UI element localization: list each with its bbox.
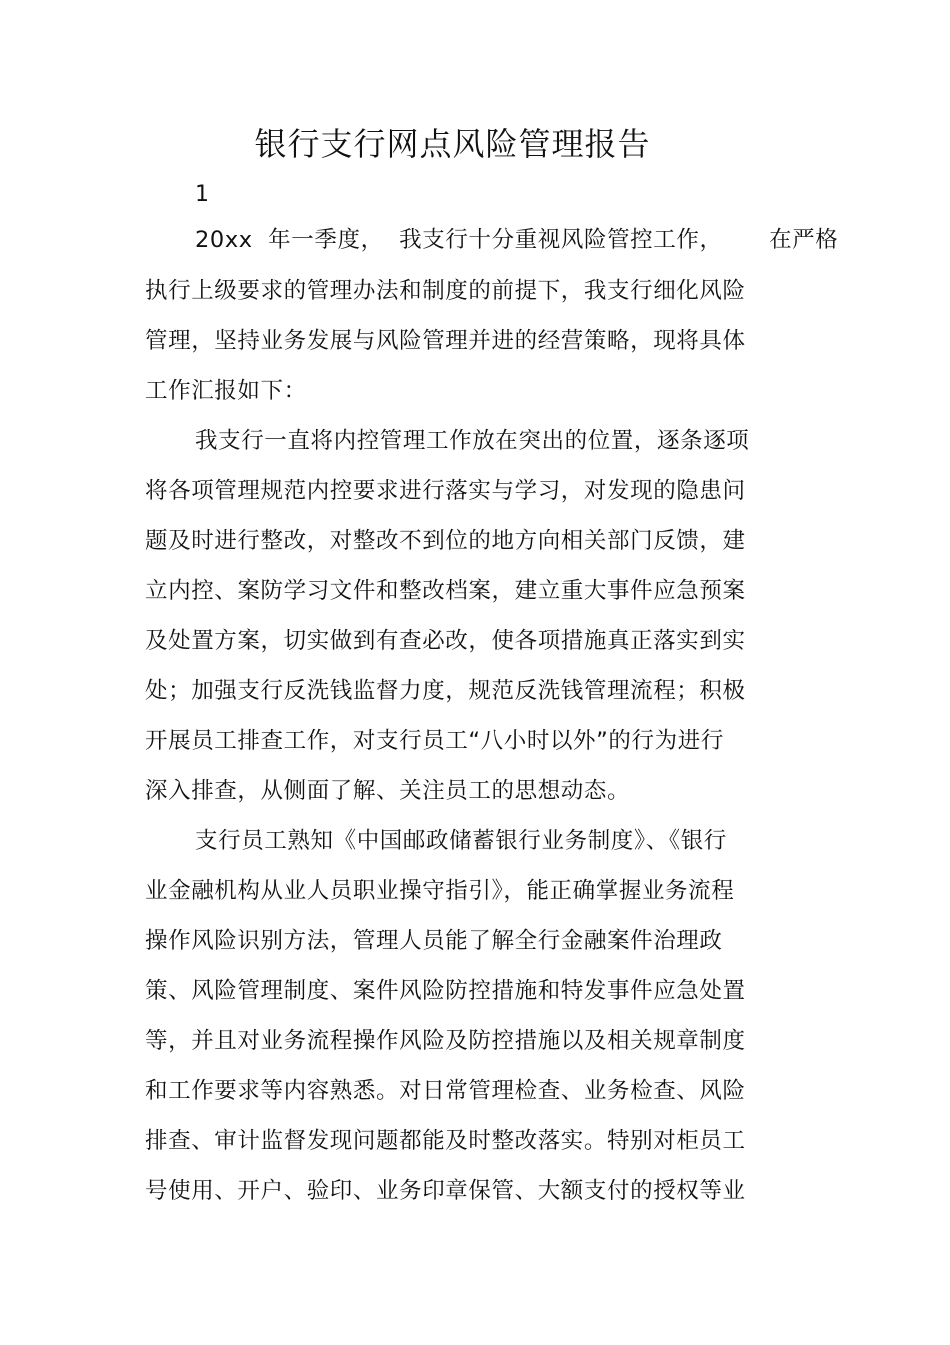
paragraph-1-line-1: 20xx 年一季度， 我支行十分重视风险管控工作， 在严格 (195, 227, 839, 253)
document-title: 银行支行网点风险管理报告 (254, 125, 651, 163)
paragraph-3-line-5: 等，并且对业务流程操作风险及防控措施以及相关规章制度 (145, 1028, 746, 1054)
paragraph-2-line-4: 立内控、案防学习文件和整改档案，建立重大事件应急预案 (145, 578, 746, 604)
paragraph-3-line-2: 业金融机构从业人员职业操守指引》，能正确掌握业务流程 (145, 878, 735, 904)
paragraph-3-line-1: 支行员工熟知《中国邮政储蓄银行业务制度》、《银行 (195, 828, 727, 854)
paragraph-1-line-4: 工作汇报如下： (145, 378, 307, 404)
paragraph-3-line-6: 和工作要求等内容熟悉。对日常管理检查、业务检查、风险 (145, 1078, 746, 1104)
paragraph-2-line-1: 我支行一直将内控管理工作放在突出的位置，逐条逐项 (195, 428, 750, 454)
paragraph-3-line-7: 排查、审计监督发现问题都能及时整改落实。特别对柜员工 (145, 1128, 746, 1154)
paragraph-1-line-3: 管理，坚持业务发展与风险管理并进的经营策略，现将具体 (145, 328, 746, 354)
paragraph-2-line-3: 题及时进行整改，对整改不到位的地方向相关部门反馈，建 (145, 528, 746, 554)
paragraph-3-line-4: 策、风险管理制度、案件风险防控措施和特发事件应急处置 (145, 978, 746, 1004)
section-number: 1 (195, 182, 209, 207)
paragraph-2-line-5: 及处置方案，切实做到有查必改，使各项措施真正落实到实 (145, 628, 746, 654)
paragraph-2-line-6: 处；加强支行反洗钱监督力度，规范反洗钱管理流程；积极 (145, 678, 746, 704)
paragraph-2-line-8: 深入排查，从侧面了解、关注员工的思想动态。 (145, 778, 631, 804)
paragraph-2-line-7: 开展员工排查工作，对支行员工“八小时以外”的行为进行 (145, 728, 724, 754)
paragraph-3-line-8: 号使用、开户、验印、业务印章保管、大额支付的授权等业 (145, 1178, 746, 1204)
paragraph-2-line-2: 将各项管理规范内控要求进行落实与学习，对发现的隐患问 (145, 478, 746, 504)
paragraph-1-line-2: 执行上级要求的管理办法和制度的前提下，我支行细化风险 (145, 278, 746, 304)
paragraph-3-line-3: 操作风险识别方法，管理人员能了解全行金融案件治理政 (145, 928, 723, 954)
